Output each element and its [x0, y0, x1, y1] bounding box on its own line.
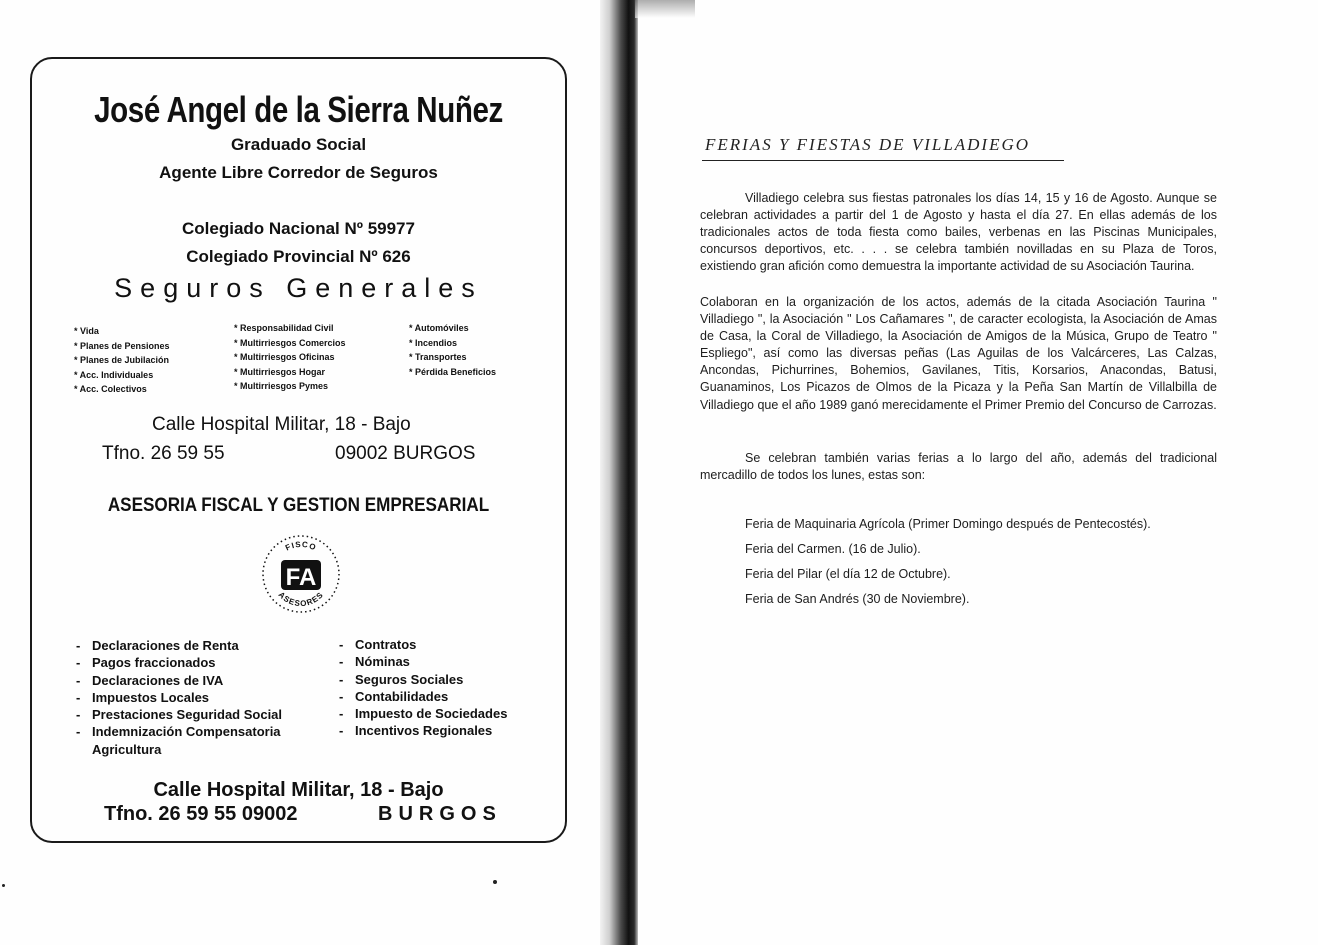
service-item: - Declaraciones de Renta [76, 637, 316, 654]
service-item: - Pagos fraccionados [76, 654, 316, 671]
advertiser-title: Graduado Social [230, 135, 367, 154]
service-item: - Prestaciones Seguridad Social [76, 706, 316, 723]
article-title: FERIAS Y FIESTAS DE VILLADIEGO [705, 135, 1031, 154]
phone-line: Tfno. 26 59 55 [102, 443, 225, 464]
title-underline [702, 160, 1064, 161]
advertiser-role: Agente Libre Corredor de Seguros [159, 163, 438, 182]
colegiado-nacional: Colegiado Nacional Nº 59977 [182, 219, 415, 238]
gutter-shadow [635, 0, 695, 18]
article-paragraph-1: Villadiego celebra sus fiestas patronales los días 14, 15 y 16 de Agosto. Aunque se celebran actividades a partir del 1 de Agosto y hasta el día 27. En ellas además de los tradicionales actos de toda fiesta como bailes, verbenas en las Piscinas Municipales, concursos deportivos, etc. . . . se celebra también novilladas en su Plaza de Toros, existiendo gran afición como demuestra la importante actividad de su Asociación Taurina. [700, 191, 1217, 274]
logo-center-text: FA [285, 564, 317, 591]
logo-top-text: FISCO [283, 539, 318, 553]
services-list-2 [339, 636, 549, 740]
seguros-item: * Multirriesgos Pymes [234, 379, 346, 394]
seguros-heading: Seguros Generales [114, 273, 483, 303]
feria-item: Feria de Maquinaria Agrícola (Primer Domingo después de Pentecostés). [745, 517, 1151, 531]
seguros-list-3 [409, 321, 496, 379]
service-item: - Nóminas [339, 653, 549, 670]
logo-bottom-text: ASESORES [276, 590, 326, 609]
seguros-item: * Pérdida Beneficios [409, 365, 496, 380]
advertiser-name: José Angel de la Sierra Nuñez [94, 89, 503, 130]
service-item: - Incentivos Regionales [339, 722, 549, 739]
article-paragraph-3: Se celebran también varias ferias a lo largo del año, además del tradicional mercadillo de todos los lunes, estas son: [700, 451, 1217, 483]
seguros-list-2 [234, 321, 346, 394]
seguros-item: * Incendios [409, 336, 496, 351]
page-speck [2, 884, 5, 887]
service-item: - Contabilidades [339, 688, 549, 705]
service-item: - Impuesto de Sociedades [339, 705, 549, 722]
seguros-item: * Multirriesgos Comercios [234, 336, 346, 351]
footer-address: Calle Hospital Militar, 18 - Bajo [153, 779, 444, 801]
address-line: Calle Hospital Militar, 18 - Bajo [152, 414, 411, 435]
seguros-item: * Multirriesgos Hogar [234, 365, 346, 380]
feria-item: Feria del Carmen. (16 de Julio). [745, 542, 921, 556]
ferias-list [745, 512, 1151, 612]
service-item: - Indemnización Compensatoria Agricultura [76, 723, 316, 758]
seguros-item: * Acc. Colectivos [74, 382, 170, 397]
footer-phone: Tfno. 26 59 55 09002 [104, 803, 298, 825]
seguros-item: * Acc. Individuales [74, 368, 170, 383]
service-item: - Seguros Sociales [339, 671, 549, 688]
article-paragraph-2: Colaboran en la organización de los actos, además de la citada Asociación Taurina " Villadiego ", la Asociación " Los Cañamares ", de caracter ecologista, la Asociación de Amas de Casa, la Coral de Villadiego, la Asociación de Amigos de la Música, Grupo de Teatro " Espliego", así como las diversas peñas (Las Aguilas de los Valcárceres, Las Calzas, Ancondas, Pichurrines, Bohemios, Gavilanes, Titis, Korsarios, Anacondas, Batusi, Guanaminos, Los Picazos de Olmos de la Picaza y la Peña San Martín de Villalbilla de Villadiego que el año 1989 ganó merecidamente el Primer Premio del Concurso de Carrozas. [700, 295, 1217, 412]
seguros-item: * Transportes [409, 350, 496, 365]
service-item: - Declaraciones de IVA [76, 672, 316, 689]
svg-text:FISCO [284, 540, 318, 553]
seguros-list-1 [74, 324, 170, 397]
page-speck [493, 880, 497, 884]
seguros-item: * Automóviles [409, 321, 496, 336]
svg-text:ASESORES [277, 590, 326, 608]
seguros-item: * Multirriesgos Oficinas [234, 350, 346, 365]
fisco-asesores-logo [260, 533, 342, 615]
services-list-1 [76, 637, 316, 758]
seguros-item: * Planes de Jubilación [74, 353, 170, 368]
colegiado-provincial: Colegiado Provincial Nº 626 [186, 247, 411, 266]
book-gutter [600, 0, 638, 945]
advertisement-box [30, 57, 567, 843]
asesoria-heading: ASESORIA FISCAL Y GESTION EMPRESARIAL [107, 495, 490, 516]
footer-city: BURGOS [378, 803, 502, 825]
city-line: 09002 BURGOS [335, 443, 476, 464]
seguros-item: * Responsabilidad Civil [234, 321, 346, 336]
seguros-item: * Planes de Pensiones [74, 339, 170, 354]
service-item: - Contratos [339, 636, 549, 653]
feria-item: Feria de San Andrés (30 de Noviembre). [745, 592, 970, 606]
service-item: - Impuestos Locales [76, 689, 316, 706]
seguros-item: * Vida [74, 324, 170, 339]
feria-item: Feria del Pilar (el día 12 de Octubre). [745, 567, 951, 581]
